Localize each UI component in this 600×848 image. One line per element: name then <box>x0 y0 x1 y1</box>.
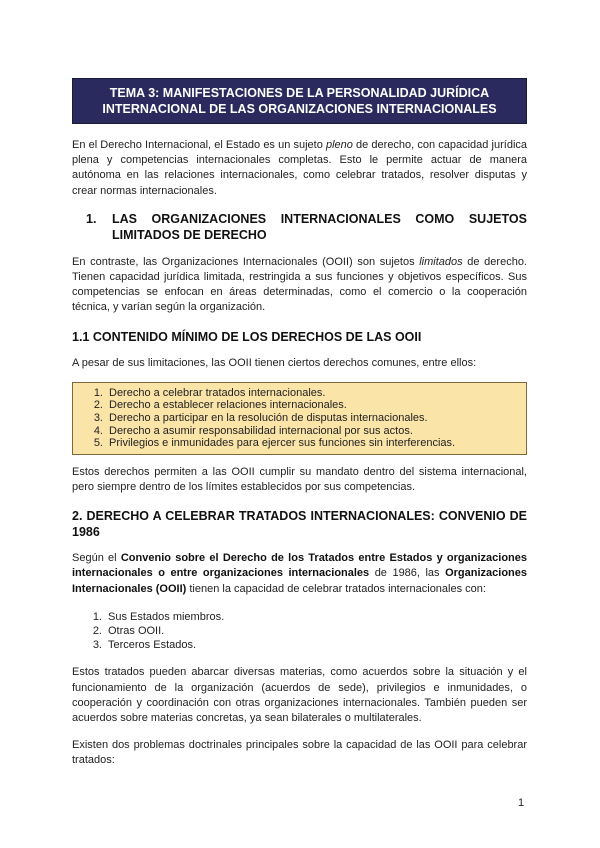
title-line-1: TEMA 3: MANIFESTACIONES DE LA PERSONALIDAD JURÍDICA <box>109 86 490 100</box>
section-1-heading <box>72 211 527 243</box>
section-1-1-heading: 1.1 CONTENIDO MÍNIMO DE LOS DERECHOS DE LAS OOII <box>72 329 422 344</box>
section-1-emphasis: limitados <box>419 255 463 268</box>
document-page <box>72 78 527 769</box>
list-item: 1. Derecho a celebrar tratados internacionales. <box>93 386 326 399</box>
intro-paragraph: En el Derecho Internacional, el Estado es un sujeto pleno de derecho, con capacidad jurídica plena y competencias internacionales completas. Esto le permite actuar de manera autónoma en las relaciones internacionales, como celebrar tratados, resolver disputas y crear normas internacionales. <box>72 139 528 197</box>
section-1-title-line-2: LIMITADOS DE DERECHO <box>112 227 267 242</box>
list-item: 5. Privilegios e inmunidades para ejercer sus funciones sin interferencias. <box>93 437 456 450</box>
section-2-heading: 2. DERECHO A CELEBRAR TRATADOS INTERNACIONALES: CONVENIO DE 1986 <box>72 509 527 540</box>
list-item: 4. Derecho a asumir responsabilidad internacional por sus actos. <box>93 424 413 437</box>
list-item: 1. Sus Estados miembros. <box>92 610 225 623</box>
section-2-paragraph-3: Existen dos problemas doctrinales principales sobre la capacidad de las OOII para celebrar tratados: <box>72 739 527 767</box>
rights-highlight-box <box>72 382 527 455</box>
section-1-paragraph: En contraste, las Organizaciones Internacionales (OOII) son sujetos limitados de derecho. Tienen capacidad jurídica limitada, restringida a sus funciones y objetivos específicos. Sus competencias se enfocan en áreas determinadas, como el comercio o la cooperación técnica, y varían según la organización. <box>72 255 527 314</box>
section-1-number: 1. <box>86 211 97 226</box>
list-item: 3. Derecho a participar en la resolución de disputas internacionales. <box>93 412 428 425</box>
list-item: 3. Terceros Estados. <box>92 639 197 652</box>
page-number: 1 <box>518 797 525 809</box>
rights-list <box>73 387 526 450</box>
intro-emphasis: pleno <box>325 139 353 151</box>
section-1-title-line-1: LAS ORGANIZACIONES INTERNACIONALES COMO SUJETOS <box>112 211 527 226</box>
section-2-paragraph-1: Según el Convenio sobre el Derecho de los Tratados entre Estados y organizaciones internacionales o entre organizaciones internacionales de 1986, las Organizaciones Internacionales (OOII) tienen la capacidad de celebrar tratados internacionales con: <box>72 552 528 595</box>
section-1-1-intro: A pesar de sus limitaciones, las OOII tienen ciertos derechos comunes, entre ellos: <box>72 356 477 369</box>
treaty-parties-list <box>72 610 527 653</box>
section-1-1-closing: Estos derechos permiten a las OOII cumplir su mandato dentro del sistema internacional, pero siempre dentro de los límites establecidos por sus competencias. <box>72 465 527 493</box>
title-box <box>72 78 527 124</box>
title-line-2: INTERNACIONAL DE LAS ORGANIZACIONES INTERNACIONALES <box>102 102 497 116</box>
section-2-paragraph-2: Estos tratados pueden abarcar diversas materias, como acuerdos sobre la situación y el funcionamiento de la organización (acuerdos de sede), privilegios e inmunidades, o cooperación y coordinación con otras organizaciones internacionales. También pueden ser acuerdos sobre materias concretas, ya sean bilaterales o multilaterales. <box>72 666 527 725</box>
list-item: 2. Otras OOII. <box>92 625 165 638</box>
list-item: 2. Derecho a establecer relaciones internacionales. <box>93 399 347 412</box>
